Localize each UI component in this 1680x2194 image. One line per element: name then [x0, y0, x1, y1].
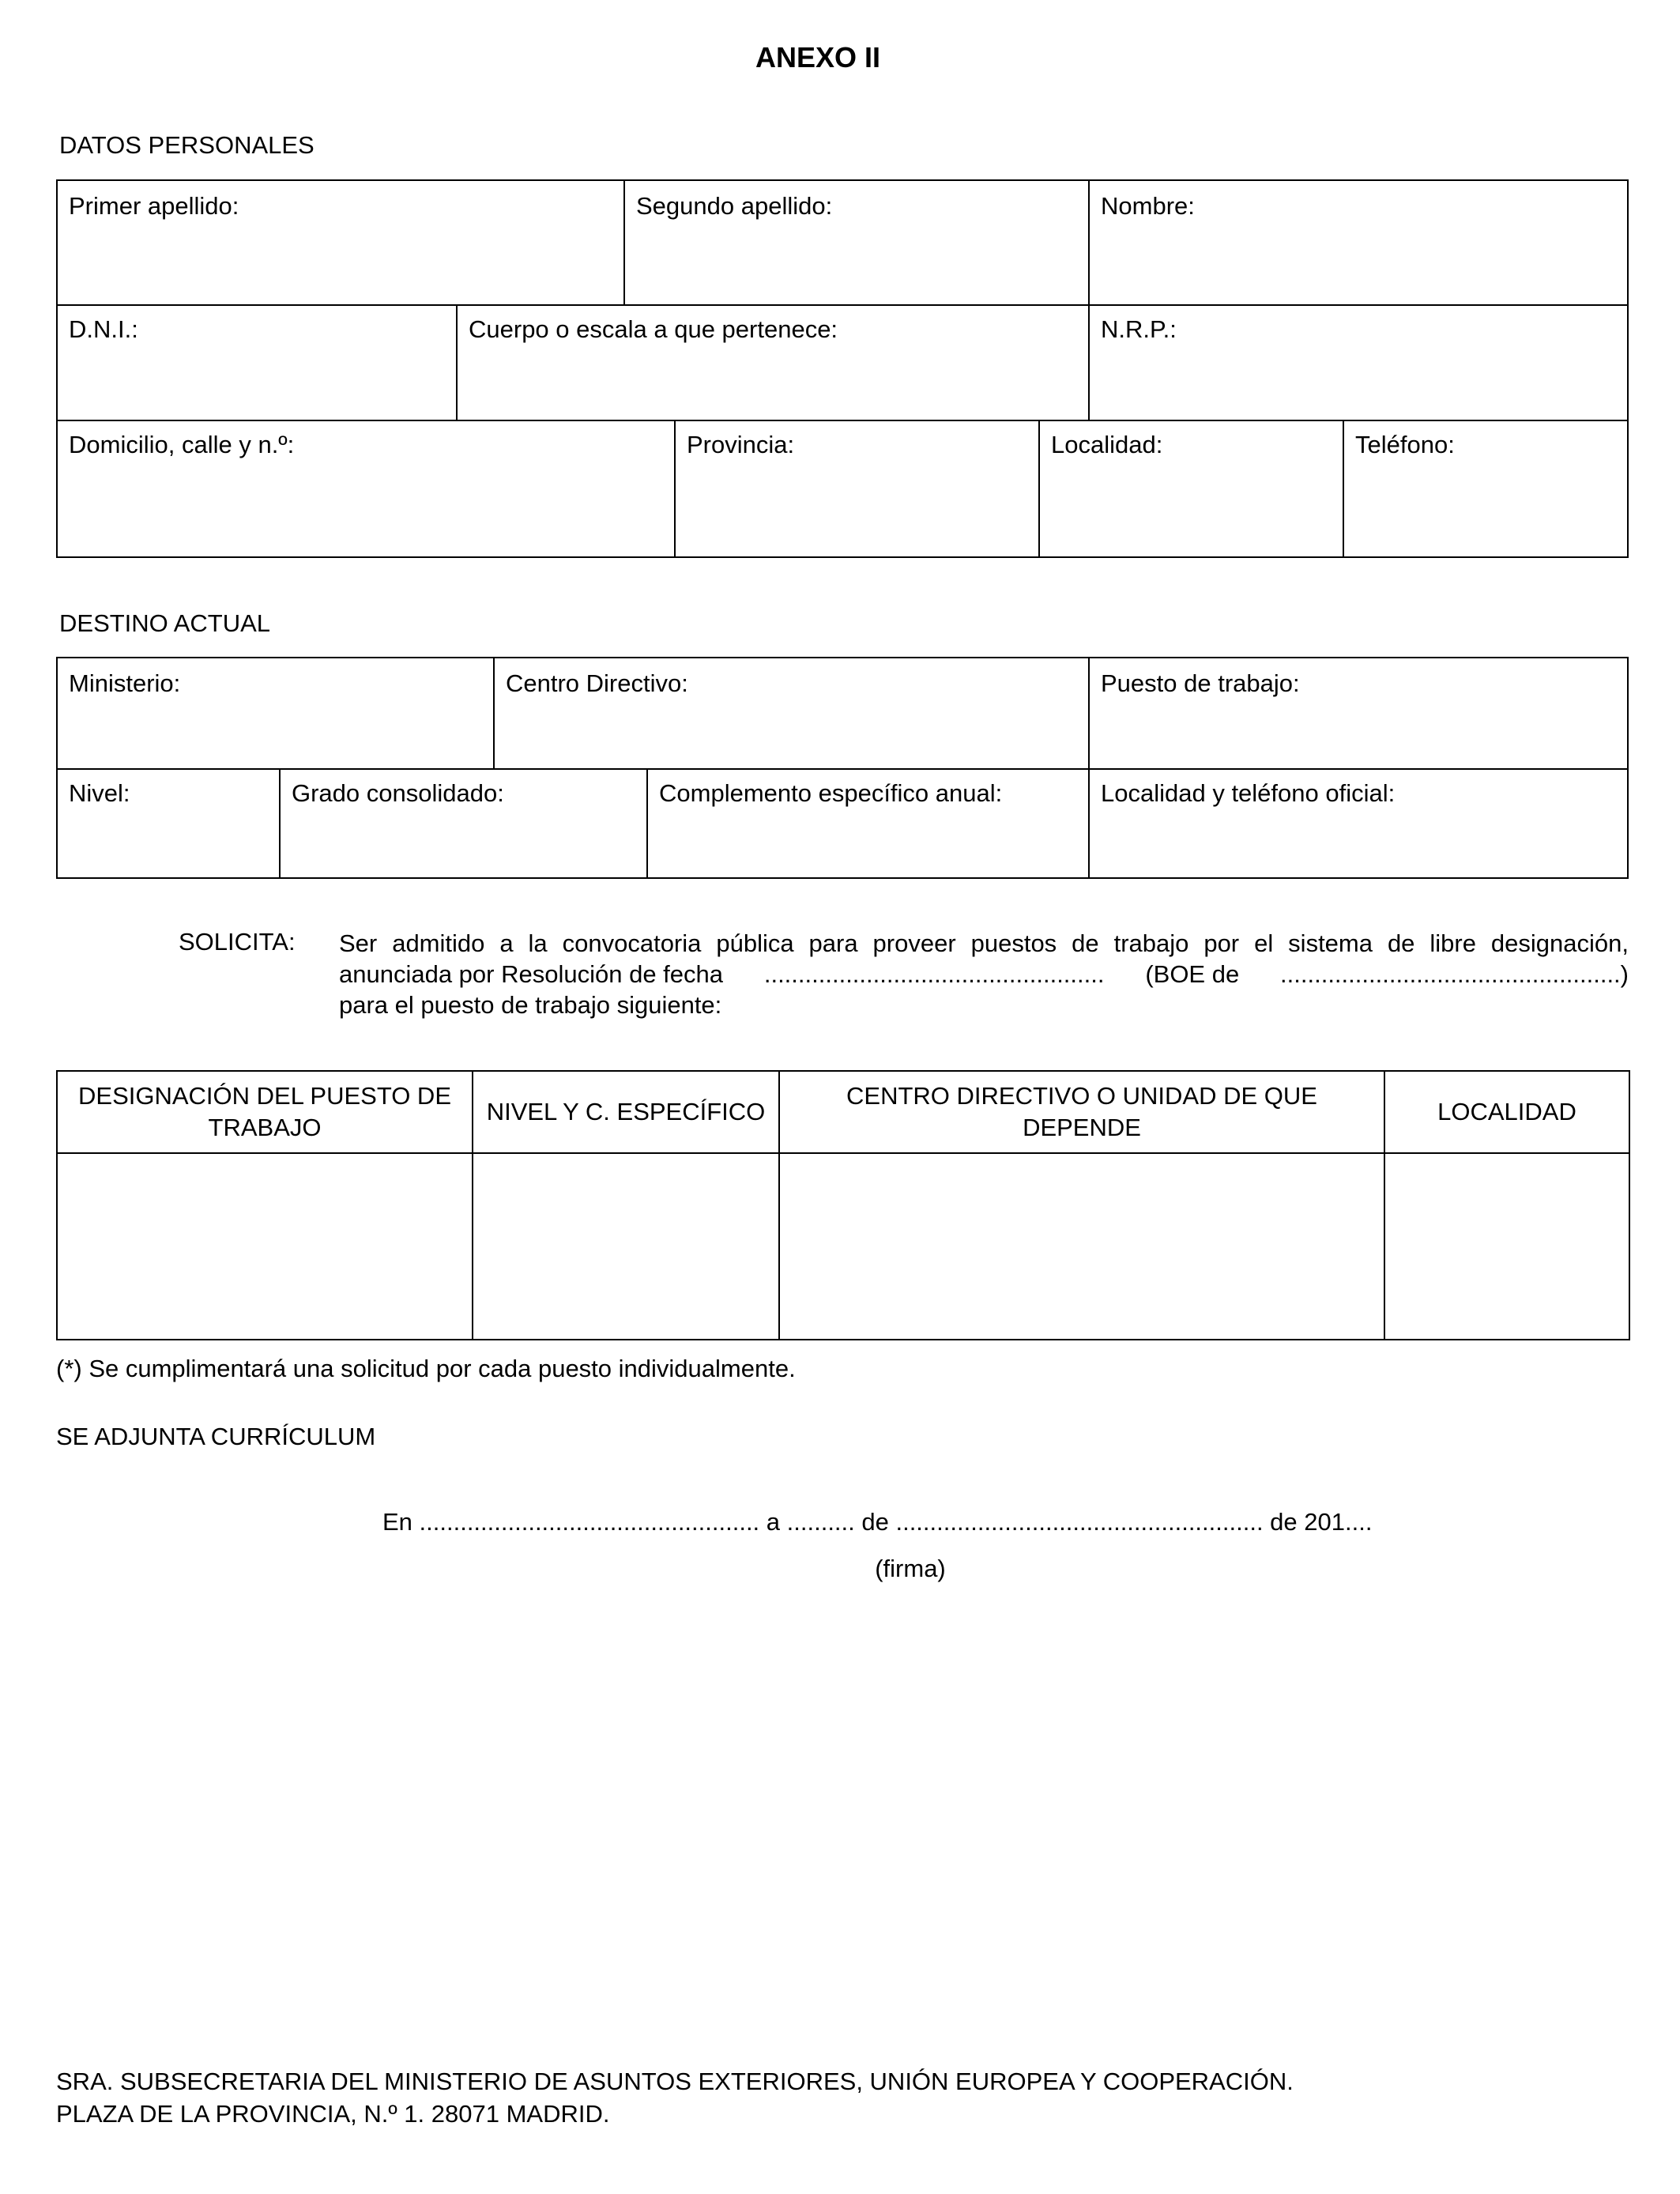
- field-centro-directivo[interactable]: Centro Directivo:: [493, 658, 1088, 768]
- solicita-boe-label: (BOE de: [1145, 960, 1240, 988]
- destinatario-line-1: SRA. SUBSECRETARIA DEL MINISTERIO DE ASUNTOS EXTERIORES, UNIÓN EUROPEA Y COOPERACIÓN.: [56, 2068, 1294, 2095]
- field-puesto-trabajo[interactable]: Puesto de trabajo:: [1088, 658, 1627, 768]
- field-cuerpo-escala[interactable]: Cuerpo o escala a que pertenece:: [456, 304, 1088, 420]
- boe-dots: ..................................................: [1280, 960, 1621, 988]
- header-centro-directivo: CENTRO DIRECTIVO O UNIDAD DE QUE DEPENDE: [779, 1071, 1384, 1153]
- solicita-line-3: para el puesto de trabajo siguiente:: [339, 991, 722, 1019]
- header-designacion: DESIGNACIÓN DEL PUESTO DE TRABAJO: [57, 1071, 473, 1153]
- puesto-table-row: [57, 1153, 1629, 1340]
- header-localidad: LOCALIDAD: [1384, 1071, 1629, 1153]
- datos-personales-heading: DATOS PERSONALES: [59, 131, 315, 159]
- boe-close-paren: ): [1620, 960, 1629, 988]
- lugar-fecha-line[interactable]: En .................................................. a .......... de ...................................................... de 201....: [382, 1508, 1373, 1536]
- field-primer-apellido[interactable]: Primer apellido:: [69, 192, 239, 220]
- datos-personales-row-3: [56, 420, 1629, 558]
- destinatario-line-2: PLAZA DE LA PROVINCIA, N.º 1. 28071 MADRID.: [56, 2100, 610, 2128]
- field-nrp[interactable]: N.R.P.:: [1088, 304, 1627, 420]
- destino-actual-heading: DESTINO ACTUAL: [59, 609, 270, 637]
- field-localidad-telefono-oficial[interactable]: Localidad y teléfono oficial:: [1088, 768, 1627, 877]
- field-telefono[interactable]: Teléfono:: [1343, 420, 1627, 556]
- adjunta-curriculum: SE ADJUNTA CURRÍCULUM: [56, 1423, 376, 1450]
- document-title: ANEXO II: [755, 41, 881, 74]
- cell-localidad[interactable]: [1384, 1153, 1629, 1340]
- field-nivel[interactable]: Nivel:: [69, 779, 130, 807]
- datos-personales-row-2: [56, 304, 1629, 421]
- solicita-line-1: Ser admitido a la convocatoria pública para proveer puestos de trabajo por el sistema de libre designación,: [339, 929, 1629, 957]
- cell-centro-directivo[interactable]: [779, 1153, 1384, 1340]
- fecha-resolucion-field[interactable]: ..................................................: [763, 960, 1105, 988]
- field-ministerio[interactable]: Ministerio:: [69, 669, 181, 697]
- field-segundo-apellido[interactable]: Segundo apellido:: [623, 181, 1088, 304]
- header-nivel-c-especifico: NIVEL Y C. ESPECÍFICO: [473, 1071, 779, 1153]
- firma-label: (firma): [875, 1555, 946, 1582]
- destino-actual-row-2: [56, 768, 1629, 879]
- field-provincia[interactable]: Provincia:: [674, 420, 1038, 556]
- puesto-table-header-row: [57, 1071, 1629, 1153]
- datos-personales-row-1: [56, 179, 1629, 306]
- cell-designacion[interactable]: [57, 1153, 473, 1340]
- field-domicilio[interactable]: Domicilio, calle y n.º:: [69, 431, 295, 458]
- boe-fecha-field[interactable]: [1280, 959, 1629, 990]
- field-dni[interactable]: D.N.I.:: [69, 315, 138, 343]
- field-localidad[interactable]: Localidad:: [1038, 420, 1343, 556]
- field-complemento-especifico[interactable]: Complemento específico anual:: [646, 768, 1088, 877]
- solicita-line-2: [339, 959, 1629, 990]
- field-grado-consolidado[interactable]: Grado consolidado:: [279, 768, 646, 877]
- cell-nivel-c-especifico[interactable]: [473, 1153, 779, 1340]
- solicita-text: [339, 928, 1629, 1020]
- puesto-table: [56, 1070, 1630, 1340]
- solicita-resolucion-label: anunciada por Resolución de fecha: [339, 960, 724, 988]
- destino-actual-row-1: [56, 657, 1629, 770]
- solicita-label: SOLICITA:: [179, 928, 296, 956]
- field-nombre[interactable]: Nombre:: [1088, 181, 1627, 304]
- footnote: (*) Se cumplimentará una solicitud por cada puesto individualmente.: [56, 1355, 796, 1382]
